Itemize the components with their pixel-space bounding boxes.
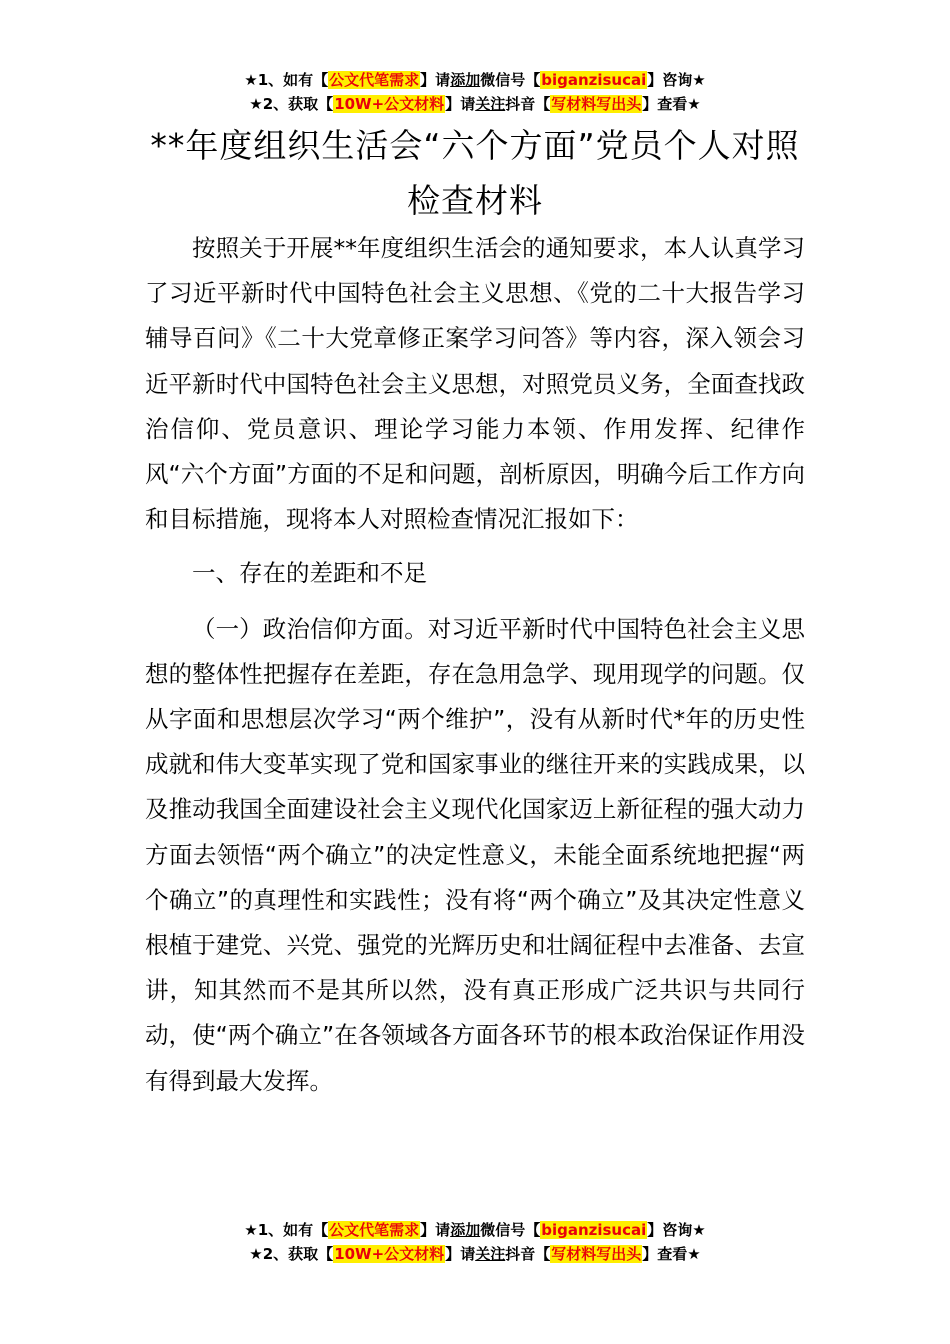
banner-text: 】查看★ xyxy=(642,1245,701,1263)
top-banner xyxy=(0,68,950,116)
banner-text: 】咨询★ xyxy=(647,1221,706,1239)
banner-text: 】请 xyxy=(420,71,451,89)
section-paragraph: （一）政治信仰方面。对习近平新时代中国特色社会主义思想的整体性把握存在差距，存在急用急学、现用现学的问题。仅从字面和思想层次学习“两个维护”，没有从新时代*年的历史性成就和伟大变革实现了党和国家事业的继往开来的实践成果，以及推动我国全面建设社会主义现代化国家迈上新征程的强大动力方面去领悟“两个确立”的决定性意义，未能全面系统地把握“两个确立”的真理性和实践性；没有将“两个确立”及其决定性意义根植于建党、兴党、强党的光辉历史和壮阔征程中去准备、去宣讲，知其然而不是其所以然，没有真正形成广泛共识与共同行动，使“两个确立”在各领域各方面各环节的根本政治保证作用没有得到最大发挥。 xyxy=(145,614,805,1095)
banner-text: 抖音【 xyxy=(505,95,551,113)
banner-text: ★2、获取【 xyxy=(249,1245,334,1263)
banner-text: 】请 xyxy=(445,95,476,113)
document-body xyxy=(145,226,805,1104)
banner-text: 微信号【 xyxy=(480,71,541,89)
banner-highlight: 写材料写出头 xyxy=(551,95,642,113)
banner-text: 】咨询★ xyxy=(647,71,706,89)
banner-underlined-word: 关注 xyxy=(475,1245,506,1263)
document-title: **年度组织生活会“六个方面”党员个人对照检查材料 xyxy=(150,126,800,220)
banner-text: 】查看★ xyxy=(642,95,701,113)
banner-highlight: 10W+公文材料 xyxy=(334,95,445,113)
banner-highlight: 写材料写出头 xyxy=(551,1245,642,1263)
banner-text: ★2、获取【 xyxy=(249,95,334,113)
section-heading: 一、存在的差距和不足 xyxy=(192,559,427,588)
banner-text: ★1、如有【 xyxy=(244,71,329,89)
banner-line-1 xyxy=(0,68,950,92)
banner-line-1 xyxy=(0,1218,950,1242)
banner-text: 抖音【 xyxy=(505,1245,551,1263)
banner-highlight: 公文代笔需求 xyxy=(329,1221,420,1239)
banner-line-2 xyxy=(0,1242,950,1266)
banner-line-2 xyxy=(0,92,950,116)
banner-underlined-word: 关注 xyxy=(475,95,506,113)
intro-paragraph: 按照关于开展**年度组织生活会的通知要求，本人认真学习了习近平新时代中国特色社会主义思想、《党的二十大报告学习辅导百问》《二十大党章修正案学习问答》等内容，深入领会习近平新时代中国特色社会主义思想，对照党员义务，全面查找政治信仰、党员意识、理论学习能力本领、作用发挥、纪律作风“六个方面”方面的不足和问题，剖析原因，明确今后工作方向和目标措施，现将本人对照检查情况汇报如下： xyxy=(145,234,805,534)
banner-highlight: 10W+公文材料 xyxy=(334,1245,445,1263)
banner-text: 】请 xyxy=(445,1245,476,1263)
banner-highlight: biganzisucai xyxy=(541,71,647,89)
banner-underlined-word: 添加 xyxy=(450,1221,481,1239)
banner-text: ★1、如有【 xyxy=(244,1221,329,1239)
banner-underlined-word: 添加 xyxy=(450,71,481,89)
banner-highlight: biganzisucai xyxy=(541,1221,647,1239)
banner-highlight: 公文代笔需求 xyxy=(329,71,420,89)
banner-text: 微信号【 xyxy=(480,1221,541,1239)
bottom-banner xyxy=(0,1218,950,1266)
banner-text: 】请 xyxy=(420,1221,451,1239)
